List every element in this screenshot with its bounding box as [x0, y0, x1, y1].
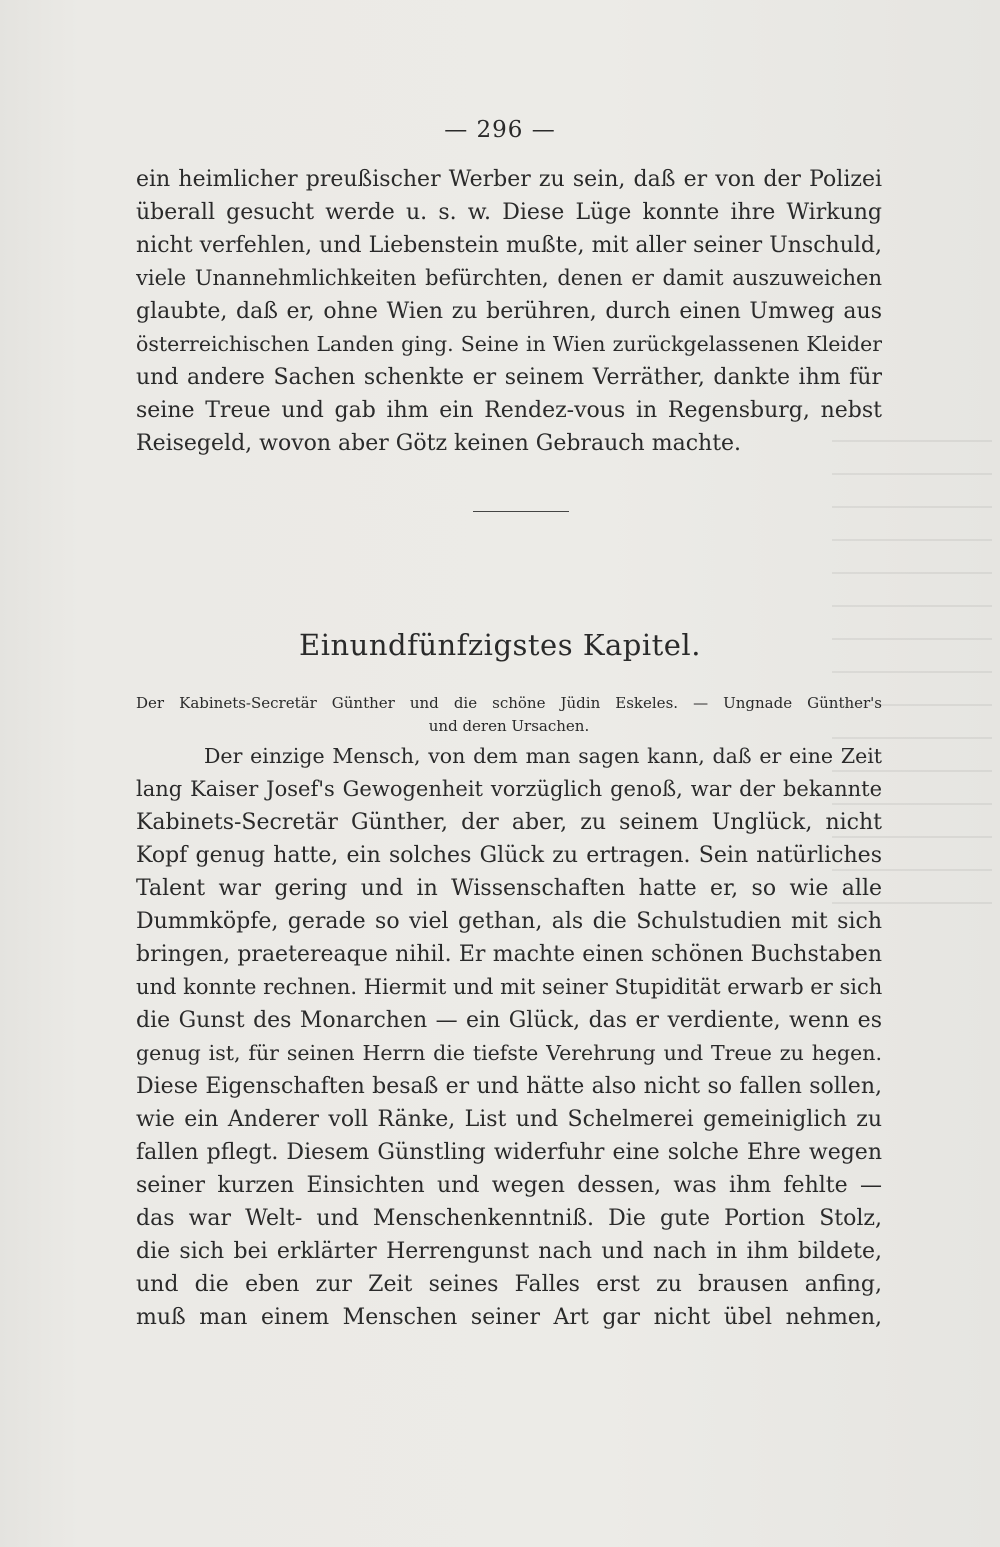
text-line: Dummköpfe, gerade so viel gethan, als die Schulstudien mit sich: [136, 909, 882, 934]
text-line: österreichischen Landen ging. Seine in Wien zurückgelassenen Kleider: [136, 332, 882, 356]
text-line: Der einzige Mensch, von dem man sagen kann, daß er eine Zeit: [204, 744, 882, 768]
text-line: viele Unannehmlichkeiten befürchten, denen er damit auszuweichen: [136, 266, 882, 290]
paragraph-1: [136, 163, 882, 460]
text-line: seiner kurzen Einsichten und wegen dessen, was ihm fehlte —: [136, 1173, 882, 1198]
text-line: Diese Eigenschaften besaß er und hätte also nicht so fallen sollen,: [136, 1074, 882, 1099]
text-line: und andere Sachen schenkte er seinem Verräther, dankte ihm für: [136, 365, 882, 390]
section-divider: [473, 511, 569, 512]
text-line: Kopf genug hatte, ein solches Glück zu ertragen. Sein natürliches: [136, 843, 882, 868]
summary-line: und deren Ursachen.: [428, 717, 590, 735]
text-line: die sich bei erklärter Herrengunst nach und nach in ihm bildete,: [136, 1239, 882, 1264]
text-line: überall gesucht werde u. s. w. Diese Lüge konnte ihre Wirkung: [136, 200, 882, 225]
text-line: genug ist, für seinen Herrn die tiefste Verehrung und Treue zu hegen.: [136, 1041, 882, 1065]
chapter-summary: [136, 692, 882, 738]
text-line: nicht verfehlen, und Liebenstein mußte, mit aller seiner Unschuld,: [136, 233, 882, 258]
text-line: und konnte rechnen. Hiermit und mit seiner Stupidität erwarb er sich: [136, 975, 882, 999]
chapter-title: Einundfünfzigstes Kapitel.: [299, 628, 701, 662]
text-line: Reisegeld, wovon aber Götz keinen Gebrauch machte.: [136, 431, 742, 456]
text-line: seine Treue und gab ihm ein Rendez-vous in Regensburg, nebst: [136, 398, 882, 423]
text-line: wie ein Anderer voll Ränke, List und Schelmerei gemeiniglich zu: [136, 1107, 882, 1132]
page-number: — 296 —: [444, 117, 556, 143]
text-line: glaubte, daß er, ohne Wien zu berühren, durch einen Umweg aus: [136, 299, 882, 324]
text-line: bringen, praetereaque nihil. Er machte einen schönen Buchstaben: [136, 942, 882, 967]
summary-line: Der Kabinets-Secretär Günther und die schöne Jüdin Eskeles. — Ungnade Günther's: [136, 694, 882, 712]
text-line: die Gunst des Monarchen — ein Glück, das er verdiente, wenn es: [136, 1008, 882, 1033]
text-line: Talent war gering und in Wissenschaften hatte er, so wie alle: [136, 876, 882, 901]
text-line: und die eben zur Zeit seines Falles erst zu brausen anfing,: [136, 1272, 882, 1297]
text-line: das war Welt- und Menschenkenntniß. Die gute Portion Stolz,: [136, 1206, 882, 1231]
text-line: Kabinets-Secretär Günther, der aber, zu seinem Unglück, nicht: [136, 810, 882, 835]
text-line: lang Kaiser Josef's Gewogenheit vorzüglich genoß, war der bekannte: [136, 777, 882, 801]
text-line: muß man einem Menschen seiner Art gar nicht übel nehmen,: [136, 1305, 882, 1330]
paragraph-2: [136, 740, 882, 1334]
text-line: ein heimlicher preußischer Werber zu sein, daß er von der Polizei: [136, 167, 882, 192]
text-line: fallen pflegt. Diesem Günstling widerfuhr eine solche Ehre wegen: [136, 1140, 882, 1165]
